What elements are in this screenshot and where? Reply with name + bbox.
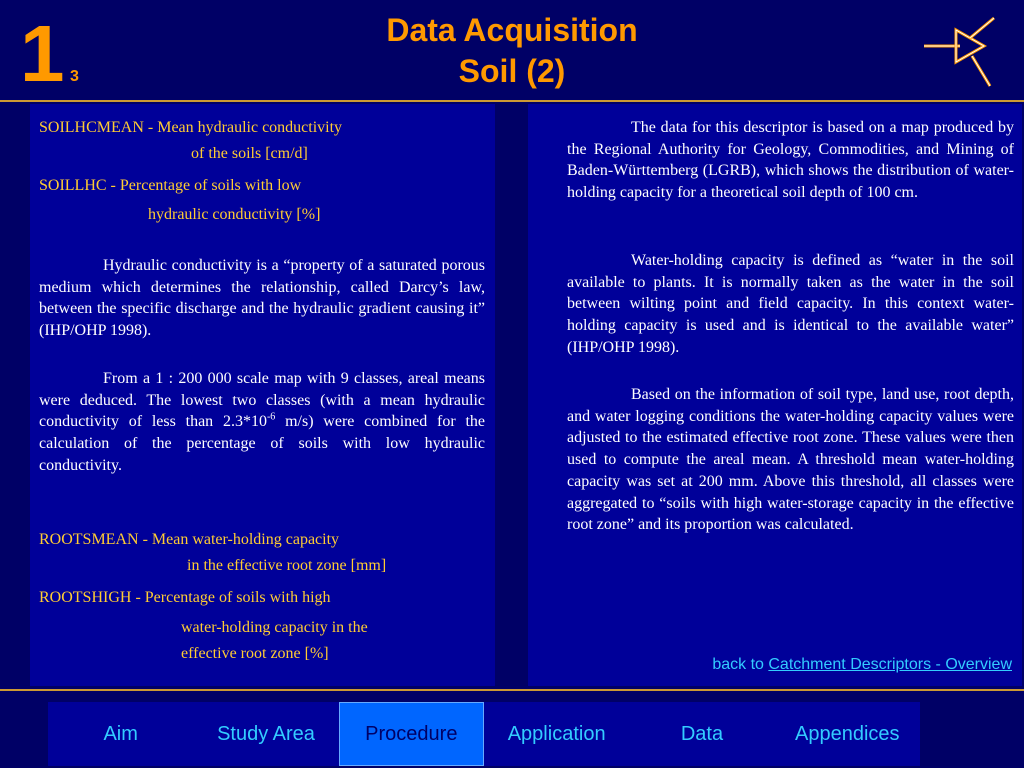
- subsection-number: 3: [70, 68, 79, 85]
- definition-rootshigh-line3: effective root zone [%]: [181, 645, 329, 662]
- header: [0, 0, 1024, 100]
- definition-soillhc-line2: hydraulic conductivity [%]: [148, 206, 321, 223]
- page-subtitle: Soil (2): [458, 53, 566, 89]
- section-number: 1: [20, 9, 65, 98]
- nav-appendices[interactable]: Appendices: [795, 722, 900, 745]
- lgrb-map-paragraph: The data for this descriptor is based on a map produced by the Regional Authority for Geology, Commodities, and Mining of Baden-Württemberg (LGRB), which shows the distribution of water-holding capacity for a theoretical soil depth of 100 cm.: [567, 119, 1014, 202]
- back-link-row: [712, 656, 1012, 674]
- bottom-navigation: [48, 702, 920, 766]
- arrow-logo-icon: [920, 16, 998, 88]
- page-title: Data Acquisition: [386, 12, 638, 48]
- definition-soillhc-line1: SOILLHC - Percentage of soils with low: [39, 177, 302, 194]
- definition-soilhcmean-line1: SOILHCMEAN - Mean hydraulic conductivity: [39, 119, 343, 136]
- water-holding-definition-paragraph: Water-holding capacity is defined as “water in the soil available to plants. It is normally taken as the water in the soil between wilting point and field capacity. In this context water-holding capacity is used and is identical to the available water” (IHP/OHP 1998).: [567, 252, 1014, 356]
- effective-root-zone-paragraph: Based on the information of soil type, land use, root depth, and water logging conditions the water-holding capacity values were adjusted to the estimated effective root zone. These values were then used to compute the areal mean. A threshold mean water-holding capacity was set at 200 mm. Above this threshold, all classes were aggregated to “soils with high water-storage capacity in the effective root zone” and its proportion was calculated.: [567, 386, 1014, 534]
- right-panel: [528, 104, 1022, 686]
- scale-map-paragraph: From a 1 : 200 000 scale map with 9 classes, areal means were deduced. The lowest two classes (with a mean hydraulic conductivity of less than $2.3*10^{-6}$ m/s) were combined for the calculation of the percentage of soils with low hydraulic conductivity.: [39, 370, 486, 474]
- hydraulic-conductivity-paragraph: Hydraulic conductivity is a “property of a saturated porous medium which determines the relationship, called Darcy’s law, between the specific discharge and the hydraulic gradient causing it” (IHP/OHP 1998).: [39, 257, 485, 340]
- footer-divider: [0, 689, 1024, 691]
- definition-soilhcmean-line2: of the soils [cm/d]: [191, 145, 308, 162]
- nav-application[interactable]: Application: [507, 722, 606, 745]
- left-panel: [30, 104, 495, 686]
- header-divider: [0, 100, 1024, 102]
- catchment-descriptors-overview-link[interactable]: Catchment Descriptors - Overview: [768, 656, 1012, 673]
- nav-data[interactable]: Data: [680, 722, 724, 745]
- nav-study-area[interactable]: Study Area: [217, 722, 315, 745]
- definition-rootsmean-line2: in the effective root zone [mm]: [187, 557, 387, 574]
- back-prefix: back to: [712, 656, 769, 673]
- nav-aim[interactable]: Aim: [103, 722, 138, 745]
- nav-procedure[interactable]: Procedure: [339, 702, 484, 766]
- definition-rootshigh-line1: ROOTSHIGH - Percentage of soils with high: [39, 589, 331, 606]
- definition-rootshigh-line2: water-holding capacity in the: [181, 619, 368, 636]
- definition-rootsmean-line1: ROOTSMEAN - Mean water-holding capacity: [39, 531, 340, 548]
